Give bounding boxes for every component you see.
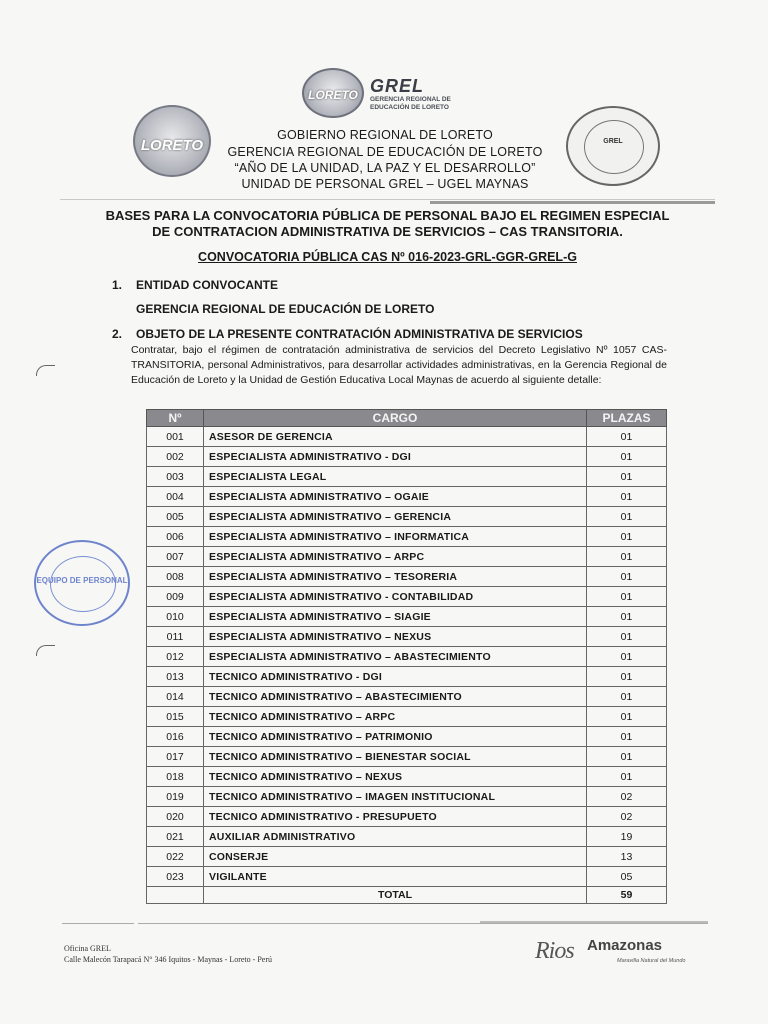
header-divider [430,201,715,204]
table-row [147,727,667,747]
row-cargo: TECNICO ADMINISTRATIVO – PATRIMONIO [204,727,587,747]
section-1-entity: GERENCIA REGIONAL DE EDUCACIÓN DE LORETO [136,302,435,316]
row-cargo: TECNICO ADMINISTRATIVO – IMAGEN INSTITUCIONAL [204,787,587,807]
row-plazas: 01 [587,747,667,767]
row-number: 014 [147,687,204,707]
row-number: 010 [147,607,204,627]
row-number: 020 [147,807,204,827]
table-row [147,747,667,767]
section-2-paragraph: Contratar, bajo el régimen de contratación administrativa de servicios del Decreto Legislativo Nº 1057 CAS-TRANSITORIA, personal Administrativos, para desarrollar actividades administrativas, en la Gerencia Regional de Educación de Loreto y la Unidad de Gestión Educativa Local Maynas de acuerdo al siguiente detalle: [131,344,667,386]
row-number: 004 [147,487,204,507]
row-cargo: TECNICO ADMINISTRATIVO – ARPC [204,707,587,727]
row-cargo: ESPECIALISTA LEGAL [204,467,587,487]
header-plazas: PLAZAS [587,410,667,427]
table-row [147,667,667,687]
table-header-row [147,410,667,427]
row-plazas: 01 [587,727,667,747]
convocatoria-number: CONVOCATORIA PÚBLICA CAS Nº 016-2023-GRL-GGR-GREL-G [198,250,577,264]
row-plazas: 01 [587,527,667,547]
section-2-heading [112,327,583,341]
table-row [147,787,667,807]
header-line-1: GOBIERNO REGIONAL DE LORETO [277,128,493,142]
table-row [147,587,667,607]
total-empty-cell [147,887,204,904]
table-row [147,807,667,827]
row-plazas: 13 [587,847,667,867]
table-row [147,567,667,587]
document-title-line-2: DE CONTRATACION ADMINISTRATIVA DE SERVICIOS – CAS TRANSITORIA. [152,224,623,239]
table-row [147,487,667,507]
row-number: 002 [147,447,204,467]
brand-name: Amazonas [587,937,663,954]
row-number: 018 [147,767,204,787]
table-row [147,707,667,727]
header-divider-light [60,199,715,200]
row-number: 003 [147,467,204,487]
table-row [147,607,667,627]
row-plazas: 05 [587,867,667,887]
row-plazas: 01 [587,627,667,647]
row-cargo: ESPECIALISTA ADMINISTRATIVO - CONTABILIDAD [204,587,587,607]
footer-office: Oficina GREL [64,944,111,953]
footer-rule [138,923,708,924]
row-cargo: TECNICO ADMINISTRATIVO – NEXUS [204,767,587,787]
row-cargo: ASESOR DE GERENCIA [204,427,587,447]
row-cargo: AUXILIAR ADMINISTRATIVO [204,827,587,847]
table-row [147,767,667,787]
ugel-stamp [34,540,130,626]
row-plazas: 02 [587,807,667,827]
row-cargo: ESPECIALISTA ADMINISTRATIVO – GERENCIA [204,507,587,527]
table-row [147,547,667,567]
loreto-logo-text: LORETO [140,137,204,154]
row-number: 011 [147,627,204,647]
row-plazas: 01 [587,587,667,607]
row-plazas: 01 [587,447,667,467]
row-plazas: 01 [587,667,667,687]
table-row [147,447,667,467]
row-number: 006 [147,527,204,547]
grel-emblem-text: LORETO [308,88,358,102]
row-cargo: TECNICO ADMINISTRATIVO – ABASTECIMIENTO [204,687,587,707]
row-plazas: 01 [587,427,667,447]
row-number: 008 [147,567,204,587]
ugel-stamp-text: EQUIPO DE PERSONAL [36,576,128,585]
footer-rule-thick [480,921,708,923]
grel-seal-ring [584,120,644,174]
row-plazas: 01 [587,707,667,727]
brand-tagline: Maravilla Natural del Mundo [617,958,686,964]
row-cargo: ESPECIALISTA ADMINISTRATIVO – SIAGIE [204,607,587,627]
row-number: 001 [147,427,204,447]
row-cargo: VIGILANTE [204,867,587,887]
row-number: 016 [147,727,204,747]
row-cargo: ESPECIALISTA ADMINISTRATIVO – ABASTECIMIENTO [204,647,587,667]
brand-script: Rios [535,938,574,964]
total-label: TOTAL [204,887,587,904]
row-number: 015 [147,707,204,727]
section-2-number: 2. [112,327,123,341]
row-number: 013 [147,667,204,687]
rios-amazonas-logo [535,932,705,972]
row-plazas: 01 [587,467,667,487]
row-cargo: ESPECIALISTA ADMINISTRATIVO – ARPC [204,547,587,567]
row-cargo: CONSERJE [204,847,587,867]
row-plazas: 01 [587,487,667,507]
row-cargo: ESPECIALISTA ADMINISTRATIVO - DGI [204,447,587,467]
positions-table [146,409,667,904]
table-row [147,687,667,707]
margin-mark [36,365,55,376]
row-plazas: 19 [587,827,667,847]
row-number: 012 [147,647,204,667]
row-number: 017 [147,747,204,767]
table-row [147,627,667,647]
section-2-title: OBJETO DE LA PRESENTE CONTRATACIÓN ADMINISTRATIVA DE SERVICIOS [136,327,583,341]
header-line-2: GERENCIA REGIONAL DE EDUCACIÓN DE LORETO [227,145,543,159]
row-plazas: 01 [587,647,667,667]
table-row [147,847,667,867]
document-title-line-1: BASES PARA LA CONVOCATORIA PÚBLICA DE PERSONAL BAJO EL REGIMEN ESPECIAL [105,208,670,223]
row-plazas: 01 [587,507,667,527]
footer-address [64,943,272,965]
grel-wordmark: GREL [370,76,425,96]
row-cargo: ESPECIALISTA ADMINISTRATIVO – OGAIE [204,487,587,507]
footer-street: Calle Malecón Tarapacá N° 346 Iquitos - Maynas - Loreto - Perú [64,955,272,964]
margin-mark [36,645,55,656]
section-1-heading [112,278,278,292]
header-line-4: UNIDAD DE PERSONAL GREL – UGEL MAYNAS [241,177,529,191]
table-row [147,527,667,547]
row-plazas: 01 [587,607,667,627]
grel-seal [566,106,660,186]
total-value: 59 [587,887,667,904]
table-row [147,507,667,527]
table-row [147,427,667,447]
table-row [147,647,667,667]
section-1-number: 1. [112,278,123,292]
row-number: 005 [147,507,204,527]
row-number: 023 [147,867,204,887]
row-number: 022 [147,847,204,867]
row-plazas: 01 [587,547,667,567]
row-number: 009 [147,587,204,607]
row-plazas: 01 [587,767,667,787]
table-row [147,867,667,887]
row-cargo: TECNICO ADMINISTRATIVO – BIENESTAR SOCIAL [204,747,587,767]
table-row [147,467,667,487]
row-plazas: 01 [587,567,667,587]
table-body [147,427,667,887]
footer-rule-left [62,923,134,924]
row-cargo: TECNICO ADMINISTRATIVO - DGI [204,667,587,687]
table-row [147,827,667,847]
grel-subtitle: GERENCIA REGIONAL DE EDUCACIÓN DE LORETO [370,96,451,111]
header-line-3: “AÑO DE LA UNIDAD, LA PAZ Y EL DESARROLLO” [234,161,536,175]
row-cargo: TECNICO ADMINISTRATIVO - PRESUPUETO [204,807,587,827]
row-number: 007 [147,547,204,567]
row-cargo: ESPECIALISTA ADMINISTRATIVO – INFORMATICA [204,527,587,547]
row-number: 019 [147,787,204,807]
row-plazas: 01 [587,687,667,707]
header-number: Nº [147,410,204,427]
row-number: 021 [147,827,204,847]
row-cargo: ESPECIALISTA ADMINISTRATIVO – TESORERIA [204,567,587,587]
grel-emblem [302,68,364,118]
grel-seal-text: GREL [603,138,623,145]
row-cargo: ESPECIALISTA ADMINISTRATIVO – NEXUS [204,627,587,647]
table-total-row [147,887,667,904]
section-1-title: ENTIDAD CONVOCANTE [136,278,279,292]
header-cargo: CARGO [204,410,587,427]
row-plazas: 02 [587,787,667,807]
